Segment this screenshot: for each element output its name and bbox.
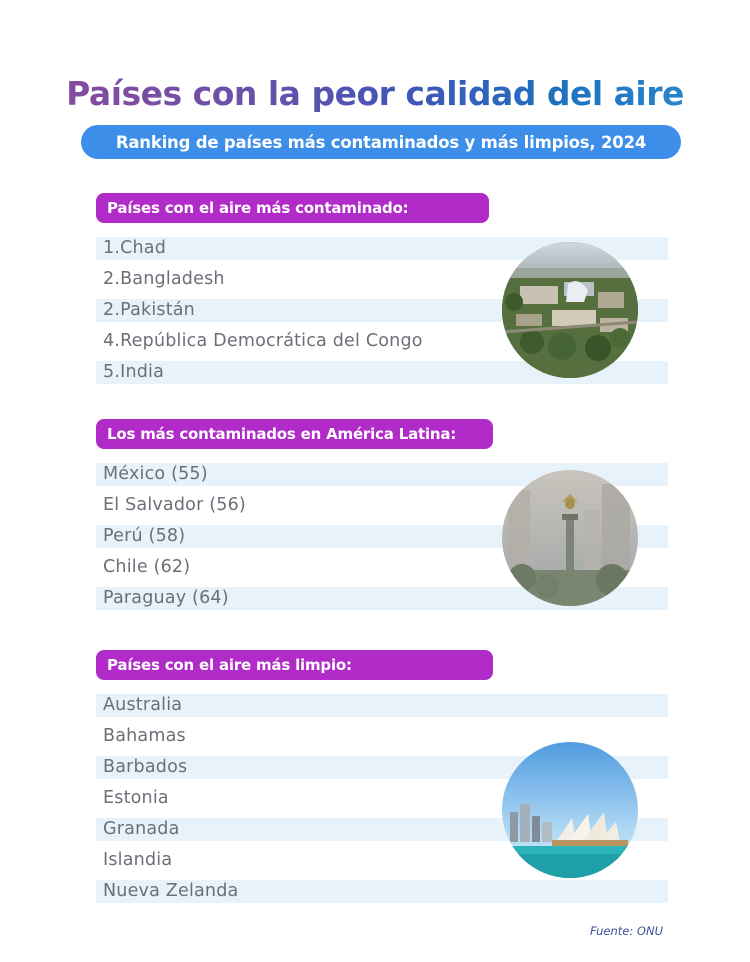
- list-item: 2.Pakistán: [96, 299, 668, 330]
- list-item: Estonia: [103, 788, 169, 808]
- list-item: Bahamas: [103, 726, 186, 746]
- list-item: México (55): [96, 463, 668, 494]
- list-item: 2.Bangladesh: [103, 269, 225, 289]
- list-item: El Salvador (56): [103, 495, 246, 515]
- smoggy-monument-photo: [502, 470, 638, 606]
- section-header-latam-polluted: [96, 419, 493, 449]
- list-item: Granada: [96, 818, 668, 849]
- list-item: Chile (62): [103, 557, 191, 577]
- subtitle-text: Ranking de países más contaminados y más limpios, 2024: [115, 132, 647, 152]
- list-item: 5.India: [96, 361, 668, 392]
- list-item: Islandia: [103, 850, 173, 870]
- source-note: Fuente: ONU: [590, 924, 663, 938]
- section-header-cleanest: [96, 650, 493, 680]
- list-item: Paraguay (64): [96, 587, 668, 618]
- list-item: Barbados: [96, 756, 668, 787]
- list-item: Australia: [96, 694, 668, 725]
- section-header-label: Países con el aire más limpio:: [107, 656, 352, 674]
- list-item: Nueva Zelanda: [96, 880, 668, 911]
- page-title: Países con la peor calidad del aire: [0, 74, 750, 113]
- section-header-label: Países con el aire más contaminado:: [107, 199, 409, 217]
- subtitle-banner: [81, 125, 681, 159]
- aerial-city-photo: [502, 242, 638, 378]
- list-item: 4.República Democrática del Congo: [103, 331, 423, 351]
- section-header-label: Los más contaminados en América Latina:: [107, 425, 457, 443]
- sydney-opera-house-photo: [502, 742, 638, 878]
- list-item: 1.Chad: [96, 237, 668, 268]
- list-item: Perú (58): [96, 525, 668, 556]
- section-header-most-polluted: [96, 193, 489, 223]
